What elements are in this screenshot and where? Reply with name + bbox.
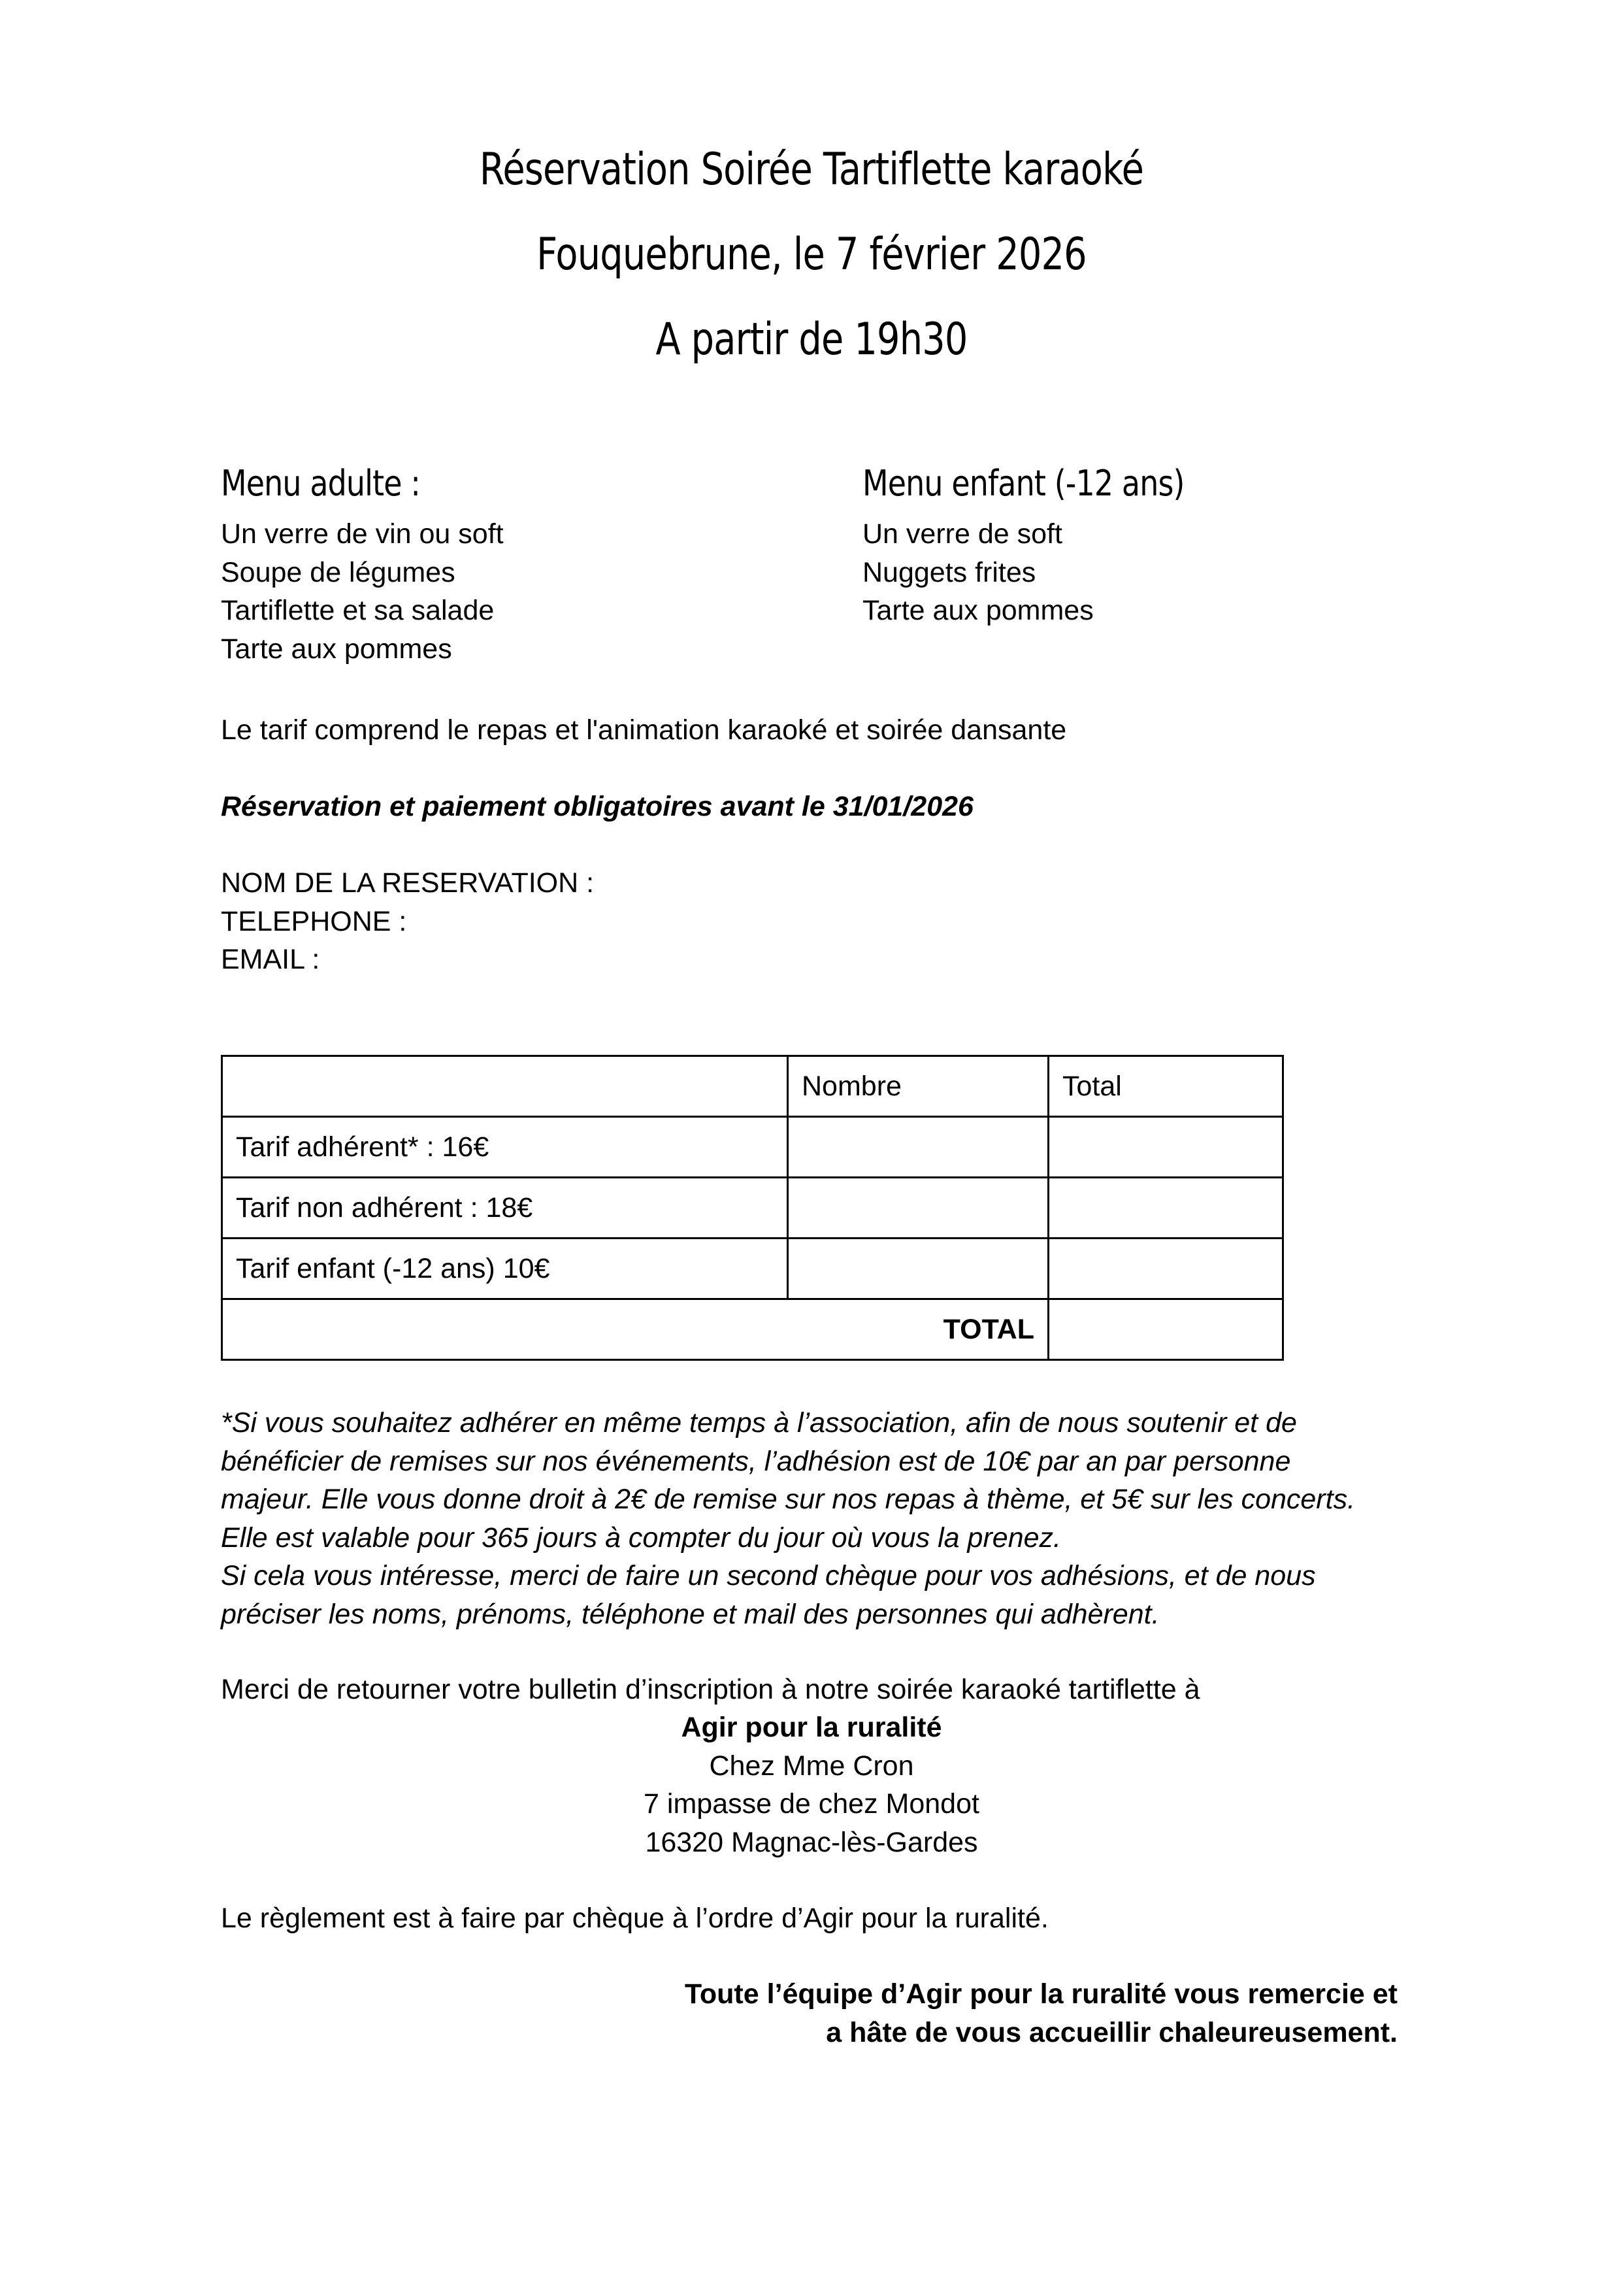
footnote-line: Elle est valable pour 365 jours à compter du jour où vous la prenez. bbox=[221, 1522, 1061, 1554]
total-cell[interactable] bbox=[1049, 1239, 1283, 1299]
menu-item: Nuggets frites bbox=[862, 556, 1036, 588]
menu-adult-heading: Menu adulte : bbox=[221, 463, 420, 504]
tarif-label-non-adherent: Tarif non adhérent : 18€ bbox=[222, 1178, 788, 1239]
nombre-cell[interactable] bbox=[788, 1239, 1049, 1299]
menu-item: Soupe de légumes bbox=[221, 556, 455, 588]
closing-message bbox=[685, 1975, 1398, 2052]
postal-address bbox=[0, 1708, 1623, 1861]
table-header-nombre: Nombre bbox=[788, 1056, 1049, 1117]
tarif-label-enfant: Tarif enfant (-12 ans) 10€ bbox=[222, 1239, 788, 1299]
menu-item: Un verre de vin ou soft bbox=[221, 518, 504, 550]
footnote-line: majeur. Elle vous donne droit à 2€ de remise sur nos repas à thème, et 5€ sur les concerts. bbox=[221, 1484, 1356, 1515]
menu-adult bbox=[221, 458, 504, 668]
address-org: Agir pour la ruralité bbox=[681, 1712, 942, 1743]
footnote-line: préciser les noms, prénoms, téléphone et mail des personnes qui adhèrent. bbox=[221, 1598, 1160, 1630]
payment-instruction: Le règlement est à faire par chèque à l’ordre d’Agir pour la ruralité. bbox=[221, 1903, 1049, 1934]
footnote-line: Si cela vous intéresse, merci de faire un second chèque pour vos adhésions, et de nous bbox=[221, 1560, 1316, 1591]
return-instruction: Merci de retourner votre bulletin d’inscription à notre soirée karaoké tartiflette à bbox=[221, 1674, 1200, 1705]
tarif-table bbox=[221, 1055, 1284, 1361]
address-line: 7 impasse de chez Mondot bbox=[644, 1788, 979, 1820]
table-row bbox=[222, 1178, 1283, 1239]
footnote-line: bénéficier de remises sur nos événements, l’adhésion est de 10€ par an par personne bbox=[221, 1445, 1291, 1477]
grand-total-cell[interactable] bbox=[1049, 1299, 1283, 1360]
menu-item: Tartiflette et sa salade bbox=[221, 595, 495, 626]
grand-total-label: TOTAL bbox=[222, 1299, 1049, 1360]
field-name-label: NOM DE LA RESERVATION : bbox=[221, 867, 595, 899]
menu-item: Un verre de soft bbox=[862, 518, 1062, 550]
table-row bbox=[222, 1117, 1283, 1178]
closing-line: Toute l’équipe d’Agir pour la ruralité vous remercie et bbox=[684, 1978, 1398, 2010]
total-cell[interactable] bbox=[1049, 1117, 1283, 1178]
menu-item: Tarte aux pommes bbox=[862, 595, 1094, 626]
tarif-label-adherent: Tarif adhérent* : 16€ bbox=[222, 1117, 788, 1178]
total-cell[interactable] bbox=[1049, 1178, 1283, 1239]
table-row bbox=[222, 1239, 1283, 1299]
deadline-note: Réservation et paiement obligatoires avant le 31/01/2026 bbox=[221, 791, 974, 822]
reservation-fields bbox=[221, 864, 594, 979]
address-line: Chez Mme Cron bbox=[709, 1750, 914, 1782]
table-total-row bbox=[222, 1299, 1283, 1360]
document-title bbox=[0, 127, 1623, 382]
menu-child bbox=[862, 458, 1241, 630]
menu-item: Tarte aux pommes bbox=[221, 633, 452, 665]
table-header-row bbox=[222, 1056, 1283, 1117]
title-event: Réservation Soirée Tartiflette karaoké bbox=[479, 144, 1144, 195]
nombre-cell[interactable] bbox=[788, 1117, 1049, 1178]
title-date: Fouquebrune, le 7 février 2026 bbox=[536, 229, 1087, 280]
table-header-cell bbox=[222, 1056, 788, 1117]
tarif-note: Le tarif comprend le repas et l'animation karaoké et soirée dansante bbox=[221, 714, 1067, 746]
table-header-total: Total bbox=[1049, 1056, 1283, 1117]
nombre-cell[interactable] bbox=[788, 1178, 1049, 1239]
footnote-line: *Si vous souhaitez adhérer en même temps à l’association, afin de nous soutenir et de bbox=[221, 1407, 1297, 1439]
title-time: A partir de 19h30 bbox=[655, 314, 968, 365]
field-email-label: EMAIL : bbox=[221, 944, 320, 975]
membership-footnote bbox=[221, 1404, 1355, 1633]
closing-line: a hâte de vous accueillir chaleureusement. bbox=[826, 2016, 1398, 2048]
address-line: 16320 Magnac-lès-Gardes bbox=[645, 1826, 978, 1858]
menu-child-heading: Menu enfant (-12 ans) bbox=[862, 463, 1185, 504]
field-phone-label: TELEPHONE : bbox=[221, 905, 407, 937]
